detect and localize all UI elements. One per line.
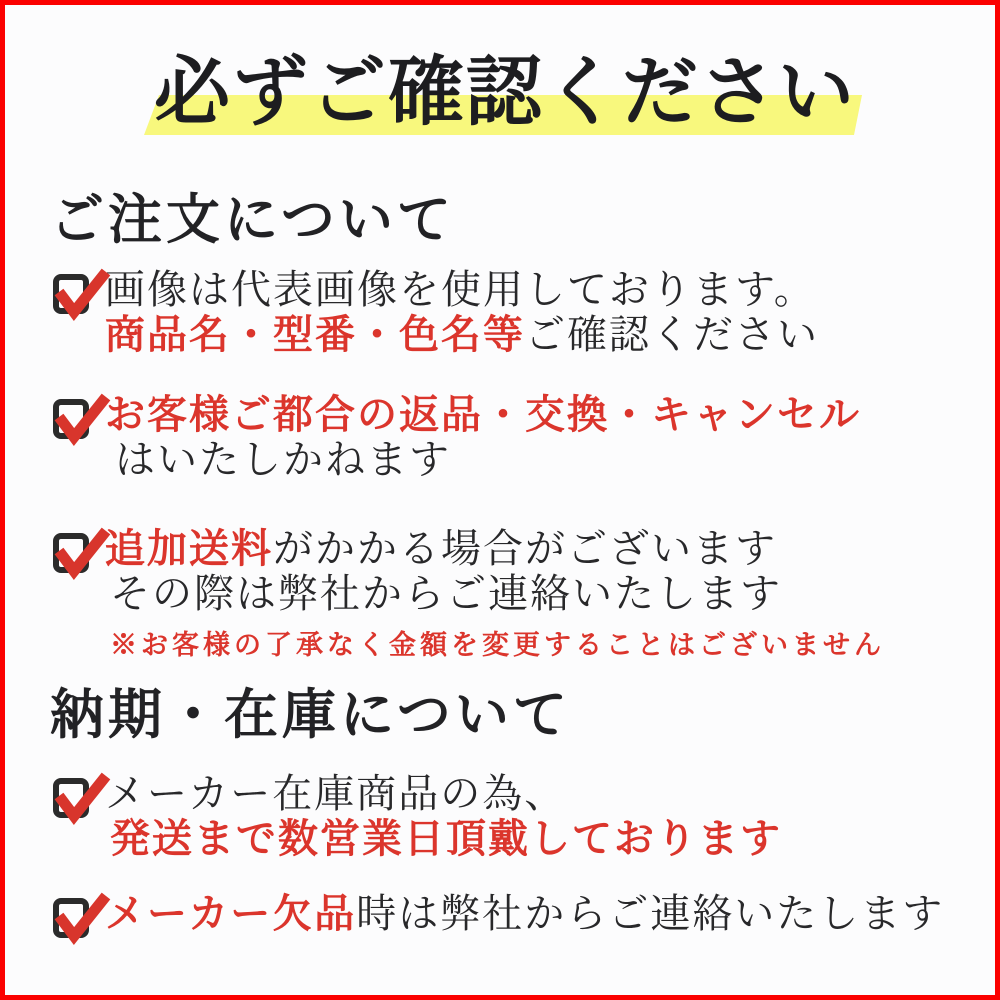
notice-text-emphasis: 追加送料 xyxy=(105,526,273,571)
notice-item-returns xyxy=(105,392,861,482)
notice-line xyxy=(105,312,819,357)
section-heading-orders: ご注文について xyxy=(50,190,455,250)
notice-text: ご確認ください xyxy=(525,312,819,357)
notice-line xyxy=(115,437,861,482)
notice-item-representative-image xyxy=(105,267,819,357)
notice-line xyxy=(105,891,944,936)
notice-item-extra-shipping xyxy=(105,526,885,662)
notice-text-emphasis: メーカー欠品 xyxy=(105,891,357,936)
checked-checkbox-icon xyxy=(53,533,89,573)
notice-text-emphasis: お客様ご都合の返品・交換・キャンセル xyxy=(105,392,861,437)
notice-line xyxy=(105,267,819,312)
checked-checkbox-icon xyxy=(53,399,89,439)
notice-text: メーカー在庫商品の為、 xyxy=(105,771,567,816)
notice-line xyxy=(105,771,782,816)
notice-line xyxy=(105,392,861,437)
notice-item-maker-out-of-stock xyxy=(105,891,944,936)
notice-line xyxy=(105,526,885,571)
notice-line xyxy=(110,571,885,616)
notice-text: 時は弊社からご連絡いたします xyxy=(356,891,945,936)
checked-checkbox-icon xyxy=(53,778,89,818)
notice-text: はいたしかねます xyxy=(115,437,451,482)
notice-text: 画像は代表画像を使用しております。 xyxy=(105,267,816,312)
section-heading-delivery-stock: 納期・在庫について xyxy=(50,685,571,745)
notice-footnote xyxy=(110,628,885,662)
checked-checkbox-icon xyxy=(53,274,89,314)
notice-line xyxy=(110,816,782,861)
notice-text-emphasis: ※お客様の了承なく金額を変更することはございません xyxy=(110,630,885,660)
checked-checkbox-icon xyxy=(53,898,89,938)
notice-text-emphasis: 発送まで数営業日頂戴しております xyxy=(110,816,782,861)
notice-text-emphasis: 商品名・型番・色名等 xyxy=(105,312,525,357)
notice-text: その際は弊社からご連絡いたします xyxy=(110,571,782,616)
page-title: 必ずご確認ください xyxy=(154,51,856,135)
notice-text: がかかる場合がございます xyxy=(273,526,777,571)
notice-item-maker-stock xyxy=(105,771,782,861)
